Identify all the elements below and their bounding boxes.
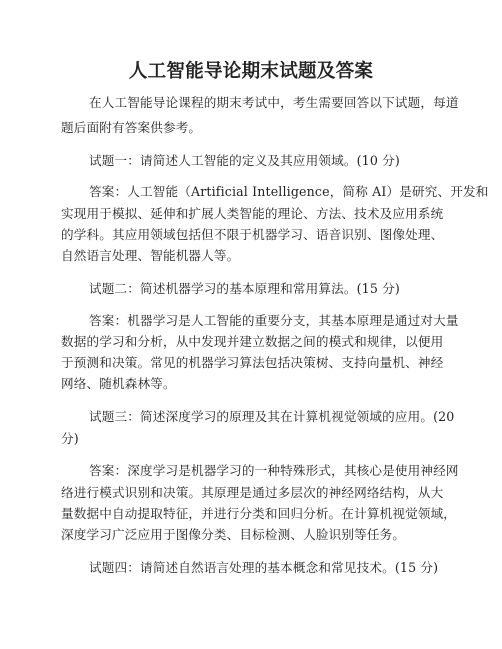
question-1-line-1: 试题一：请简述人工智能的定义及其应用领域。(10 分) bbox=[89, 153, 400, 168]
answer-3-line-1: 答案：深度学习是机器学习的一种特殊形式，其核心是使用神经网 bbox=[89, 463, 459, 478]
question-3-line-2: 分) bbox=[61, 431, 79, 446]
answer-3-line-4: 深度学习广泛应用于图像分类、目标检测、人脸识别等任务。 bbox=[61, 527, 406, 542]
document-title: 人工智能导论期末试题及答案 bbox=[128, 61, 374, 82]
answer-3-line-3: 量数据中自动提取特征，并进行分类和回归分析。在计算机视觉领域， bbox=[61, 506, 457, 521]
answer-1-line-1: 答案：人工智能（Artificial Intelligence，简称 AI）是研究、开发和 bbox=[89, 184, 489, 199]
question-4-line-1: 试题四：请简述自然语言处理的基本概念和常见技术。(15 分) bbox=[89, 560, 439, 575]
answer-1-line-2: 实现用于模拟、延伸和扩展人类智能的理论、方法、技术及应用系统 bbox=[61, 206, 444, 221]
intro-line-1: 在人工智能导论课程的期末考试中，考生需要回答以下试题，每道 bbox=[89, 95, 459, 110]
answer-2-line-4: 网络、随机森林等。 bbox=[61, 376, 176, 391]
answer-2-line-2: 数据的学习和分析，从中发现并建立数据之间的模式和规律，以便用 bbox=[61, 334, 444, 349]
question-2-line-1: 试题二：简述机器学习的基本原理和常用算法。(15 分) bbox=[89, 281, 400, 296]
answer-1-line-4: 自然语言处理、智能机器人等。 bbox=[61, 248, 240, 263]
question-3-line-1: 试题三：简述深度学习的原理及其在计算机视觉领域的应用。(20 bbox=[89, 409, 455, 424]
answer-3-line-2: 络进行模式识别和决策。其原理是通过多层次的神经网络结构，从大 bbox=[61, 485, 444, 500]
intro-line-2: 题后面附有答案供参考。 bbox=[61, 120, 202, 135]
answer-1-line-3: 的学科。其应用领域包括但不限于机器学习、语音识别、图像处理、 bbox=[61, 227, 444, 242]
answer-2-line-1: 答案：机器学习是人工智能的重要分支，其基本原理是通过对大量 bbox=[89, 313, 459, 328]
answer-2-line-3: 于预测和决策。常见的机器学习算法包括决策树、支持向量机、神经 bbox=[61, 355, 444, 370]
